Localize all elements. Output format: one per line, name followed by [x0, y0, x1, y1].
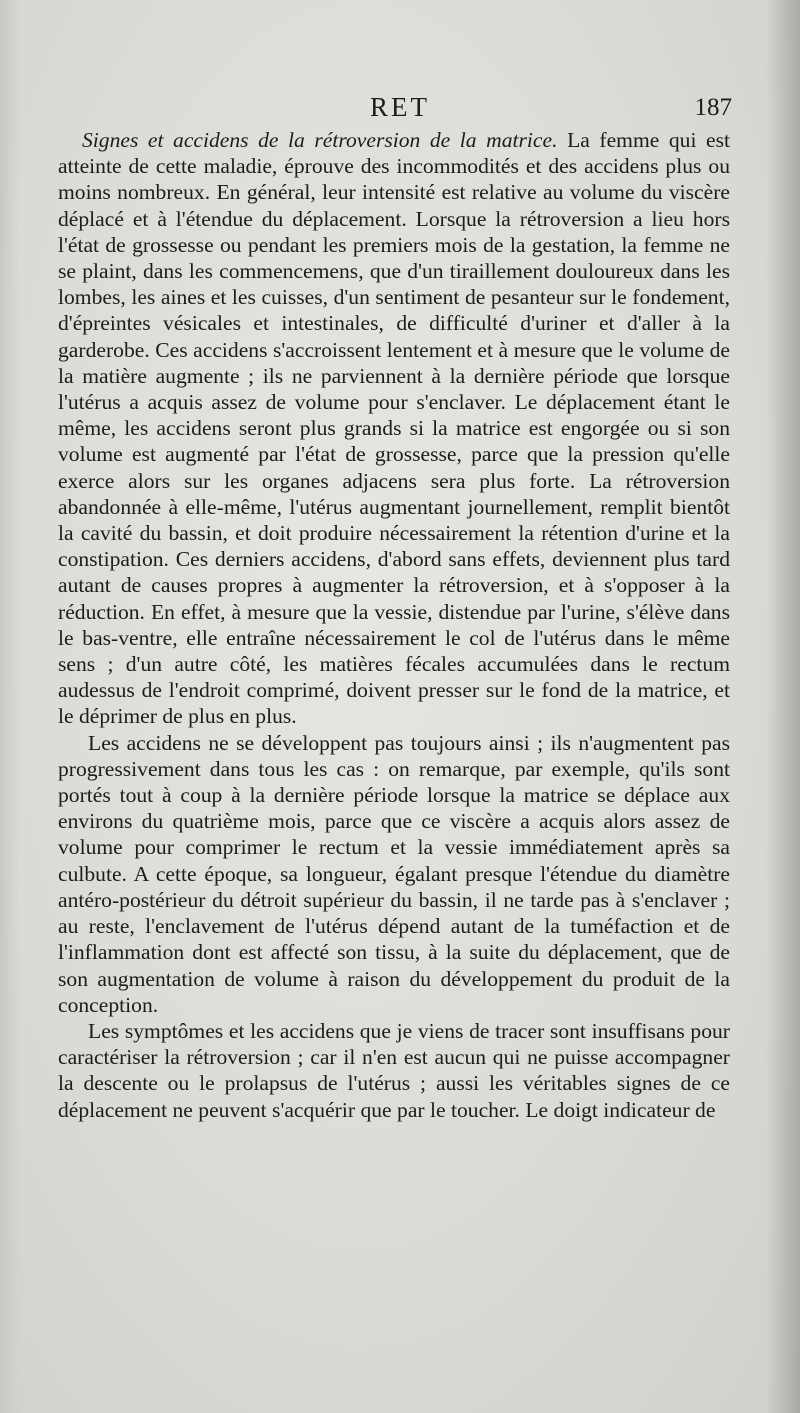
paragraph-2: Les accidens ne se développent pas toujours ainsi ; ils n'augmentent pas progressivement dans tous les cas : on remarque, par exemple, qu'ils sont portés tout à coup à la dernière période lorsque la matrice se déplace aux environs du quatrième mois, parce que ce viscère a acquis alors assez de volume pour comprimer le rectum et la vessie immédiatement après sa culbute. A cette époque, sa longueur, égalant presque l'étendue du diamètre antéro-postérieur du détroit supérieur du bassin, il ne tarde pas à s'enclaver ; au reste, l'enclavement de l'utérus dépend autant de la tuméfaction et de l'inflammation dont est affecté son tissu, à la suite du déplacement, que de son augmentation de volume à raison du développement du produit de la conception. [58, 730, 730, 1017]
paragraph-3: Les symptômes et les accidens que je viens de tracer sont insuffisans pour caractériser la rétroversion ; car il n'en est aucun qui ne puisse accompagner la descente ou le prolapsus de l'utérus ; aussi les véritables signes de ce déplacement ne peuvent s'acquérir que par le toucher. Le doigt indicateur de [58, 1018, 730, 1122]
running-head [60, 92, 740, 126]
running-title: RET [370, 92, 430, 122]
page-right-edge [766, 0, 800, 1413]
paragraph-1 [58, 127, 730, 730]
paragraph-1-text: La femme qui est atteinte de cette maladie, éprouve des incommodités et des accidens plus ou moins nombreux. En général, leur intensité est relative au volume du viscère déplacé et à l'étendue du déplacement. Lorsque la rétroversion a lieu hors l'état de grossesse ou pendant les premiers mois de la gestation, la femme ne se plaint, dans les commencemens, que d'un tiraillement douloureux dans les lombes, les aines et les cuisses, d'un sentiment de pesanteur sur le fondement, d'épreintes vésicales et intestinales, de difficulté d'uriner et d'aller à la garderobe. Ces accidens s'accroissent lentement et à mesure que le volume de la matière augmente ; ils ne parviennent à la dernière période que lorsque l'utérus a acquis assez de volume pour s'enclaver. Le déplacement étant le même, les accidens seront plus grands si la matrice est engorgée ou si son volume est augmenté par l'état de grossesse, parce que la pression qu'elle exerce alors sur les organes adjacens sera plus forte. La rétroversion abandonnée à elle-même, l'utérus augmentant journellement, remplit bientôt la cavité du bassin, et doit produire nécessairement la rétention d'urine et la constipation. Ces derniers accidens, d'abord sans effets, deviennent plus tard autant de causes propres à augmenter la rétroversion, et à s'opposer à la réduction. En effet, à mesure que la vessie, distendue par l'urine, s'élève dans le bas-ventre, elle entraîne nécessairement le col de l'utérus dans le même sens ; d'un autre côté, les matières fécales accumulées dans le rectum audessus de l'endroit comprimé, doivent presser sur le fond de la matrice, et le déprimer de plus en plus. [58, 128, 730, 729]
page-left-shadow [0, 0, 20, 1413]
body-text [58, 127, 730, 1123]
page-number: 187 [694, 94, 732, 121]
section-heading: Signes et accidens de la rétroversion de la matrice. [82, 128, 558, 152]
